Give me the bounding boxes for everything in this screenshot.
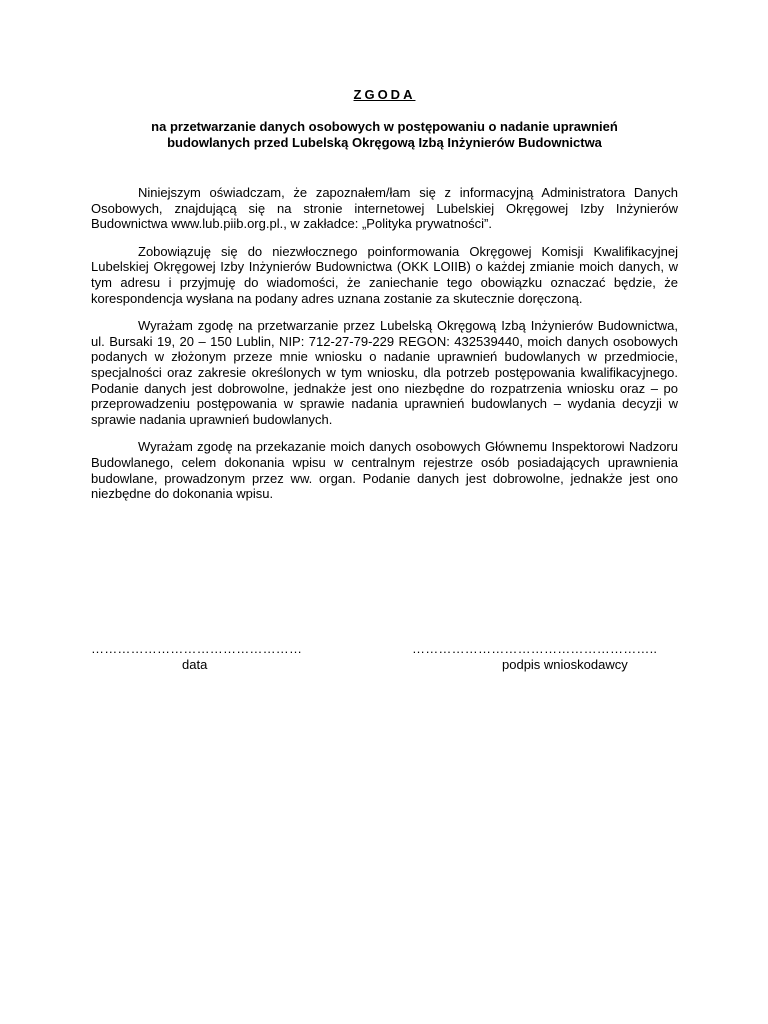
date-label: data (182, 657, 208, 672)
date-dotted-line: ………………………………………… (91, 641, 303, 656)
document-page (91, 86, 678, 514)
signature-dotted-line: ……………………………………………….. (412, 641, 658, 656)
paragraph-data-transfer-consent: Wyrażam zgodę na przekazanie moich danych osobowych Głównemu Inspektorowi Nadzoru Budowlanego, celem dokonania wpisu w centralnym rejestrze osób posiadających uprawnienia budowlane, prowadzonym przez ww. organ. Podanie danych jest dobrowolne, jednakże jest ono niezbędne do dokonania wpisu. (91, 439, 678, 502)
document-title: ZGODA (353, 87, 416, 102)
subtitle-line-1: na przetwarzanie danych osobowych w postępowaniu o nadanie uprawnień (151, 119, 618, 134)
paragraph-address-change: Zobowiązuję się do niezwłocznego poinformowania Okręgowej Komisji Kwalifikacyjnej Lubelskiej Okręgowej Izby Inżynierów Budownictwa (OKK LOIIB) o każdej zmianie moich danych, w tym adresu i przyjmuję do wiadomości, że zaniechanie tego obowiązku oznaczać będzie, że korespondencja wysłana na podany adres uznana zostanie za skutecznie doręczoną. (91, 243, 678, 306)
subtitle-line-2: budowlanych przed Lubelską Okręgową Izbą Inżynierów Budownictwa (167, 135, 602, 150)
signature-label: podpis wnioskodawcy (502, 657, 628, 672)
signature-section (91, 641, 681, 681)
signature-field[interactable] (412, 641, 682, 673)
paragraph-privacy-policy: Niniejszym oświadczam, że zapoznałem/łam się z informacyjną Administratora Danych Osobowych, znajdującą się na stronie internetowej Lubelskiej Okręgowej Izby Inżynierów Budownictwa www.lub.piib.org.pl., w zakładce: „Polityka prywatności”. (91, 185, 678, 232)
document-body (91, 185, 678, 502)
document-subtitle (91, 119, 678, 151)
date-field[interactable] (91, 641, 306, 673)
paragraph-data-processing-consent: Wyrażam zgodę na przetwarzanie przez Lubelską Okręgową Izbą Inżynierów Budownictwa, ul. Bursaki 19, 20 – 150 Lublin, NIP: 712-27-79-229 REGON: 432539440, moich danych osobowych podanych w złożonym przeze mnie wniosku o nadanie uprawnień budowlanych w przedmiocie, specjalności oraz zakresie określonych w tym wniosku, dla potrzeb postępowania kwalifikacyjnego. Podanie danych jest dobrowolne, jednakże jest ono niezbędne do rozpatrzenia wniosku oraz – po przeprowadzeniu postępowania w sprawie nadania uprawnień budowlanych – wydania decyzji w sprawie nadania uprawnień budowlanych. (91, 318, 678, 427)
